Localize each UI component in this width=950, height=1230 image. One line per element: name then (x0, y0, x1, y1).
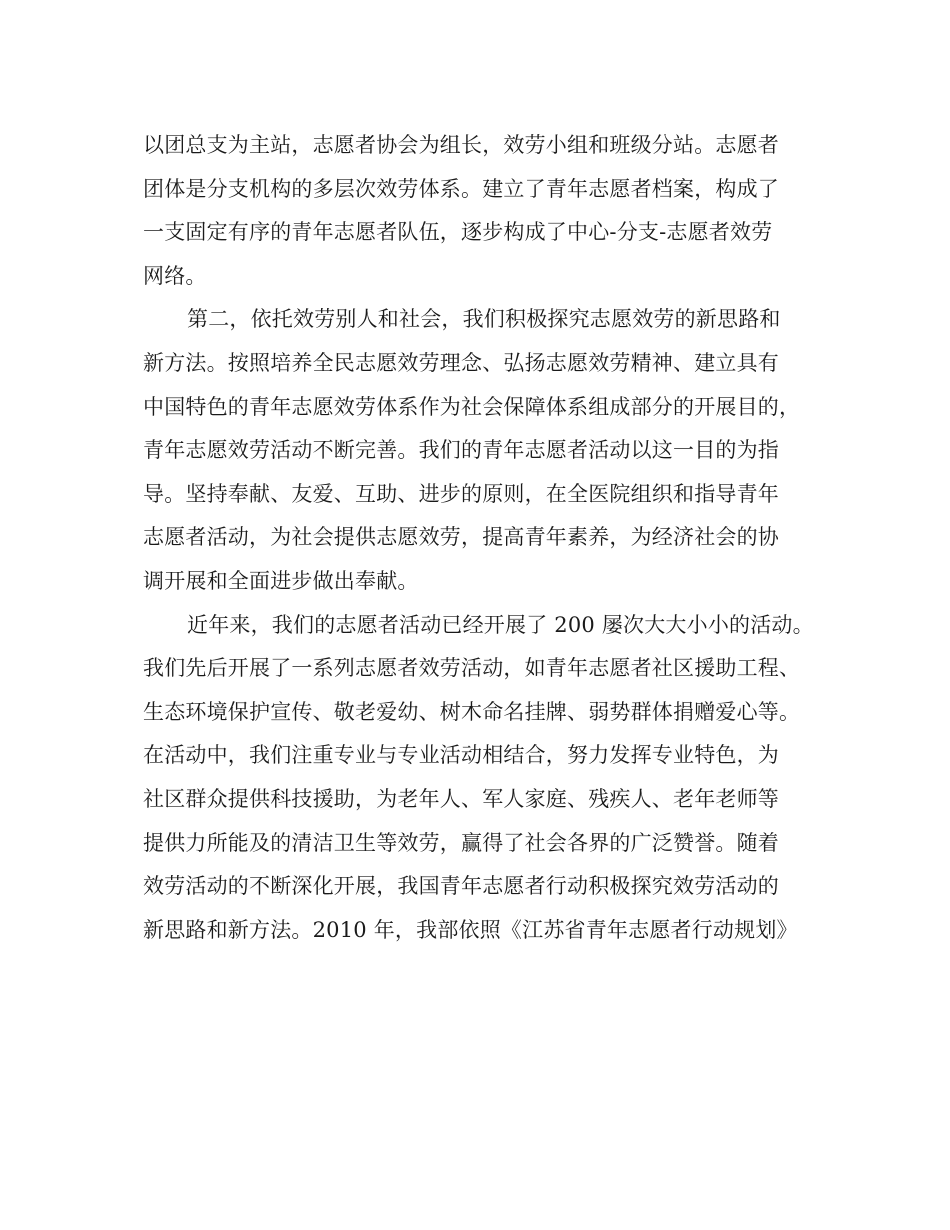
text-line: 志愿者活动，为社会提供志愿效劳，提高青年素养，为经济社会的协 (143, 525, 779, 550)
text-line: 社区群众提供科技援助，为老年人、军人家庭、残疾人、老年老师等 (143, 786, 779, 811)
text-line: 青年志愿效劳活动不断完善。我们的青年志愿者活动以这一目的为指 (143, 438, 779, 463)
text-line: 调开展和全面进步做出奉献。 (143, 568, 419, 593)
text-line: 在活动中，我们注重专业与专业活动相结合，努力发挥专业特色，为 (143, 743, 779, 768)
text-line: 效劳活动的不断深化开展，我国青年志愿者行动积极探究效劳活动的 (143, 874, 779, 899)
text-line: 我们先后开展了一系列志愿者效劳活动，如青年志愿者社区援助工程、 (143, 656, 801, 681)
text-line: 新思路和新方法。2010 年，我部依照《江苏省青年志愿者行动规划》 (143, 917, 798, 942)
text-line: 中国特色的青年志愿效劳体系作为社会保障体系组成部分的开展目的， (143, 394, 801, 419)
text-line: 一支固定有序的青年志愿者队伍，逐步构成了中心-分支-志愿者效劳 (143, 220, 773, 245)
text-line: 以团总支为主站，志愿者协会为组长，效劳小组和班级分站。志愿者 (143, 133, 779, 157)
text-line: 提供力所能及的清洁卫生等效劳，赢得了社会各界的广泛赞誉。随着 (143, 830, 779, 855)
text-line: 导。坚持奉献、友爱、互助、进步的原则，在全医院组织和指导青年 (143, 481, 779, 506)
paragraph-1 (143, 124, 811, 298)
body-text (143, 124, 814, 952)
text-line: 生态环境保护宣传、敬老爱幼、树木命名挂牌、弱势群体捐赠爱心等。 (143, 699, 801, 724)
paragraph-2 (143, 298, 811, 603)
text-line-indented: 第二，依托效劳别人和社会，我们积极探究志愿效劳的新思路和 (187, 307, 781, 332)
paragraph-3 (143, 604, 814, 953)
text-line-indented: 近年来，我们的志愿者活动已经开展了 200 屡次大大小小的活动。 (187, 612, 814, 637)
text-line: 团体是分支机构的多层次效劳体系。建立了青年志愿者档案，构成了 (143, 176, 779, 201)
text-line: 新方法。按照培养全民志愿效劳理念、弘扬志愿效劳精神、建立具有 (143, 350, 779, 375)
text-line: 网络。 (143, 263, 207, 288)
